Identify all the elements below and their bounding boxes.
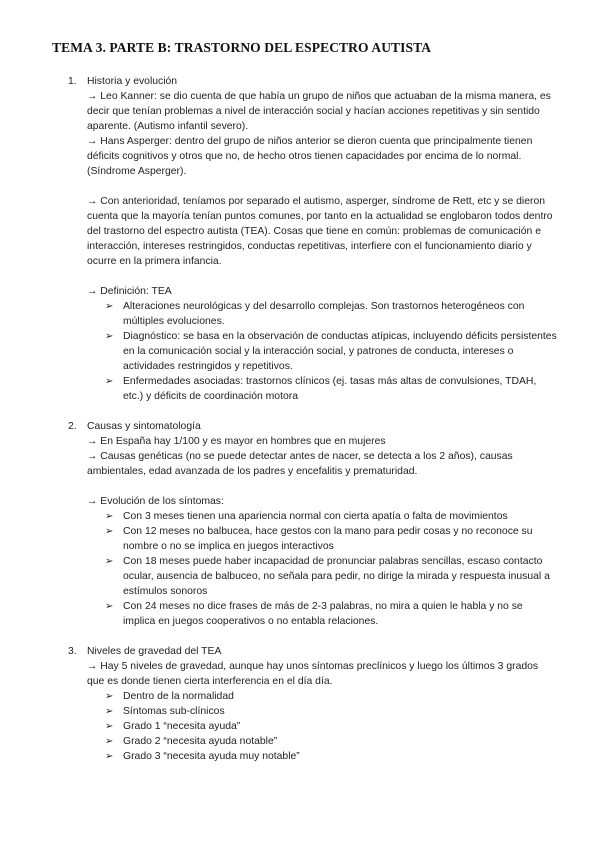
arrow-bullet-icon: ➢ [105,556,114,567]
sub-heading-evolucion: → Evolución de los síntomas: [87,496,224,507]
section-heading: Niveles de gravedad del TEA [87,646,222,657]
section-historia [68,74,557,404]
list-item: ➢ Síntomas sub-clínicos [105,706,225,717]
list-item: ➢ Alteraciones neurológicas y del desarrollo complejas. Son trastornos heterogéneos con múltiples evoluciones. [105,301,525,327]
arrow-bullet-icon: ➢ [105,706,114,717]
paragraph-anterioridad: → Con anterioridad, teníamos por separado el autismo, asperger, síndrome de Rett, etc y se dieron cuenta que la mayoría tenían puntos comunes, por tanto en la actualidad se englobaron todos dentro del trastorno del espectro autista (TEA). Cosas que tiene en común: problemas de comunicación e interacción, intereses restringidos, conductas repetitivas, interfiere con el funcionamiento diario y ocurre en la primera infancia. [87,196,553,267]
list-item: ➢ Grado 3 “necesita ayuda muy notable” [105,751,300,762]
list-item: ➢ Grado 2 “necesita ayuda notable” [105,736,278,747]
arrow-bullet-icon: ➢ [105,301,114,312]
list-item: ➢ Dentro de la normalidad [105,691,234,702]
paragraph-espana: → En España hay 1/100 y es mayor en hombres que en mujeres [87,436,386,447]
arrow-bullet-icon: ➢ [105,751,114,762]
document-body [0,74,600,764]
document-title: TEMA 3. PARTE B: TRASTORNO DEL ESPECTRO AUTISTA [52,40,432,55]
list-item: ➢ Enfermedades asociadas: trastornos clínicos (ej. tasas más altas de convulsiones, TDAH, etc.) y déficits de coordinación motora [105,376,537,402]
list-item: ➢ Con 3 meses tienen una apariencia normal con cierta apatía o falta de movimientos [105,511,508,522]
bullet-list [87,299,557,404]
arrow-bullet-icon: ➢ [105,376,114,387]
section-causas [68,419,557,629]
section-heading: Causas y sintomatología [87,421,201,432]
paragraph-niveles: → Hay 5 niveles de gravedad, aunque hay unos síntomas preclínicos y luego los últimos 3 grados que es donde tienen cierta interferencia en el día día. [87,661,539,687]
sub-heading-definicion: → Definición: TEA [87,286,172,297]
list-item: ➢ Grado 1 “necesita ayuda” [105,721,241,732]
section-number: 1. [68,76,77,87]
bullet-list [87,689,557,764]
arrow-bullet-icon: ➢ [105,691,114,702]
arrow-bullet-icon: ➢ [105,736,114,747]
arrow-bullet-icon: ➢ [105,511,114,522]
list-item: ➢ Diagnóstico: se basa en la observación de conductas atípicas, incluyendo déficits persistentes en la comunicación social y la interacción social, y patrones de conducta, intereses o actividades restringidos y repetitivos. [105,331,557,372]
arrow-bullet-icon: ➢ [105,601,114,612]
section-number: 3. [68,646,77,657]
arrow-bullet-icon: ➢ [105,526,114,537]
paragraph-causas: → Causas genéticas (no se puede detectar antes de nacer, se detecta a los 2 años), causas ambientales, edad avanzada de los padres y encefalitis y prematuridad. [87,451,513,477]
bullet-list [87,509,557,629]
section-number: 2. [68,421,77,432]
arrow-bullet-icon: ➢ [105,331,114,342]
section-heading: Historia y evolución [87,76,178,87]
paragraph-kanner: → Leo Kanner: se dio cuenta de que había un grupo de niños que actuaban de la misma manera, es decir que tenían problemas a nivel de interacción social y hacían acciones repetitivas y sin sentido aparente. (Autismo infantil severo). [87,91,551,132]
list-item: ➢ Con 12 meses no balbucea, hace gestos con la mano para pedir cosas y no reconoce su nombre o no se implica en juegos interactivos [105,526,533,552]
list-item: ➢ Con 24 meses no dice frases de más de 2-3 palabras, no mira a quien le habla y no se implica en juegos cooperativos o no entabla relaciones. [105,601,523,627]
list-item: ➢ Con 18 meses puede haber incapacidad de pronunciar palabras sencillas, escaso contacto ocular, ausencia de balbuceo, no señala para pedir, no dirige la mirada y respuesta inusual a estímulos sonoros [105,556,550,597]
paragraph-asperger: → Hans Asperger: dentro del grupo de niños anterior se dieron cuenta que principalmente tienen déficits cognitivos y otros que no, de hecho otros tienen capacidades por encima de lo normal. (Síndrome Asperger). [87,136,533,177]
section-niveles [68,644,557,764]
arrow-bullet-icon: ➢ [105,721,114,732]
